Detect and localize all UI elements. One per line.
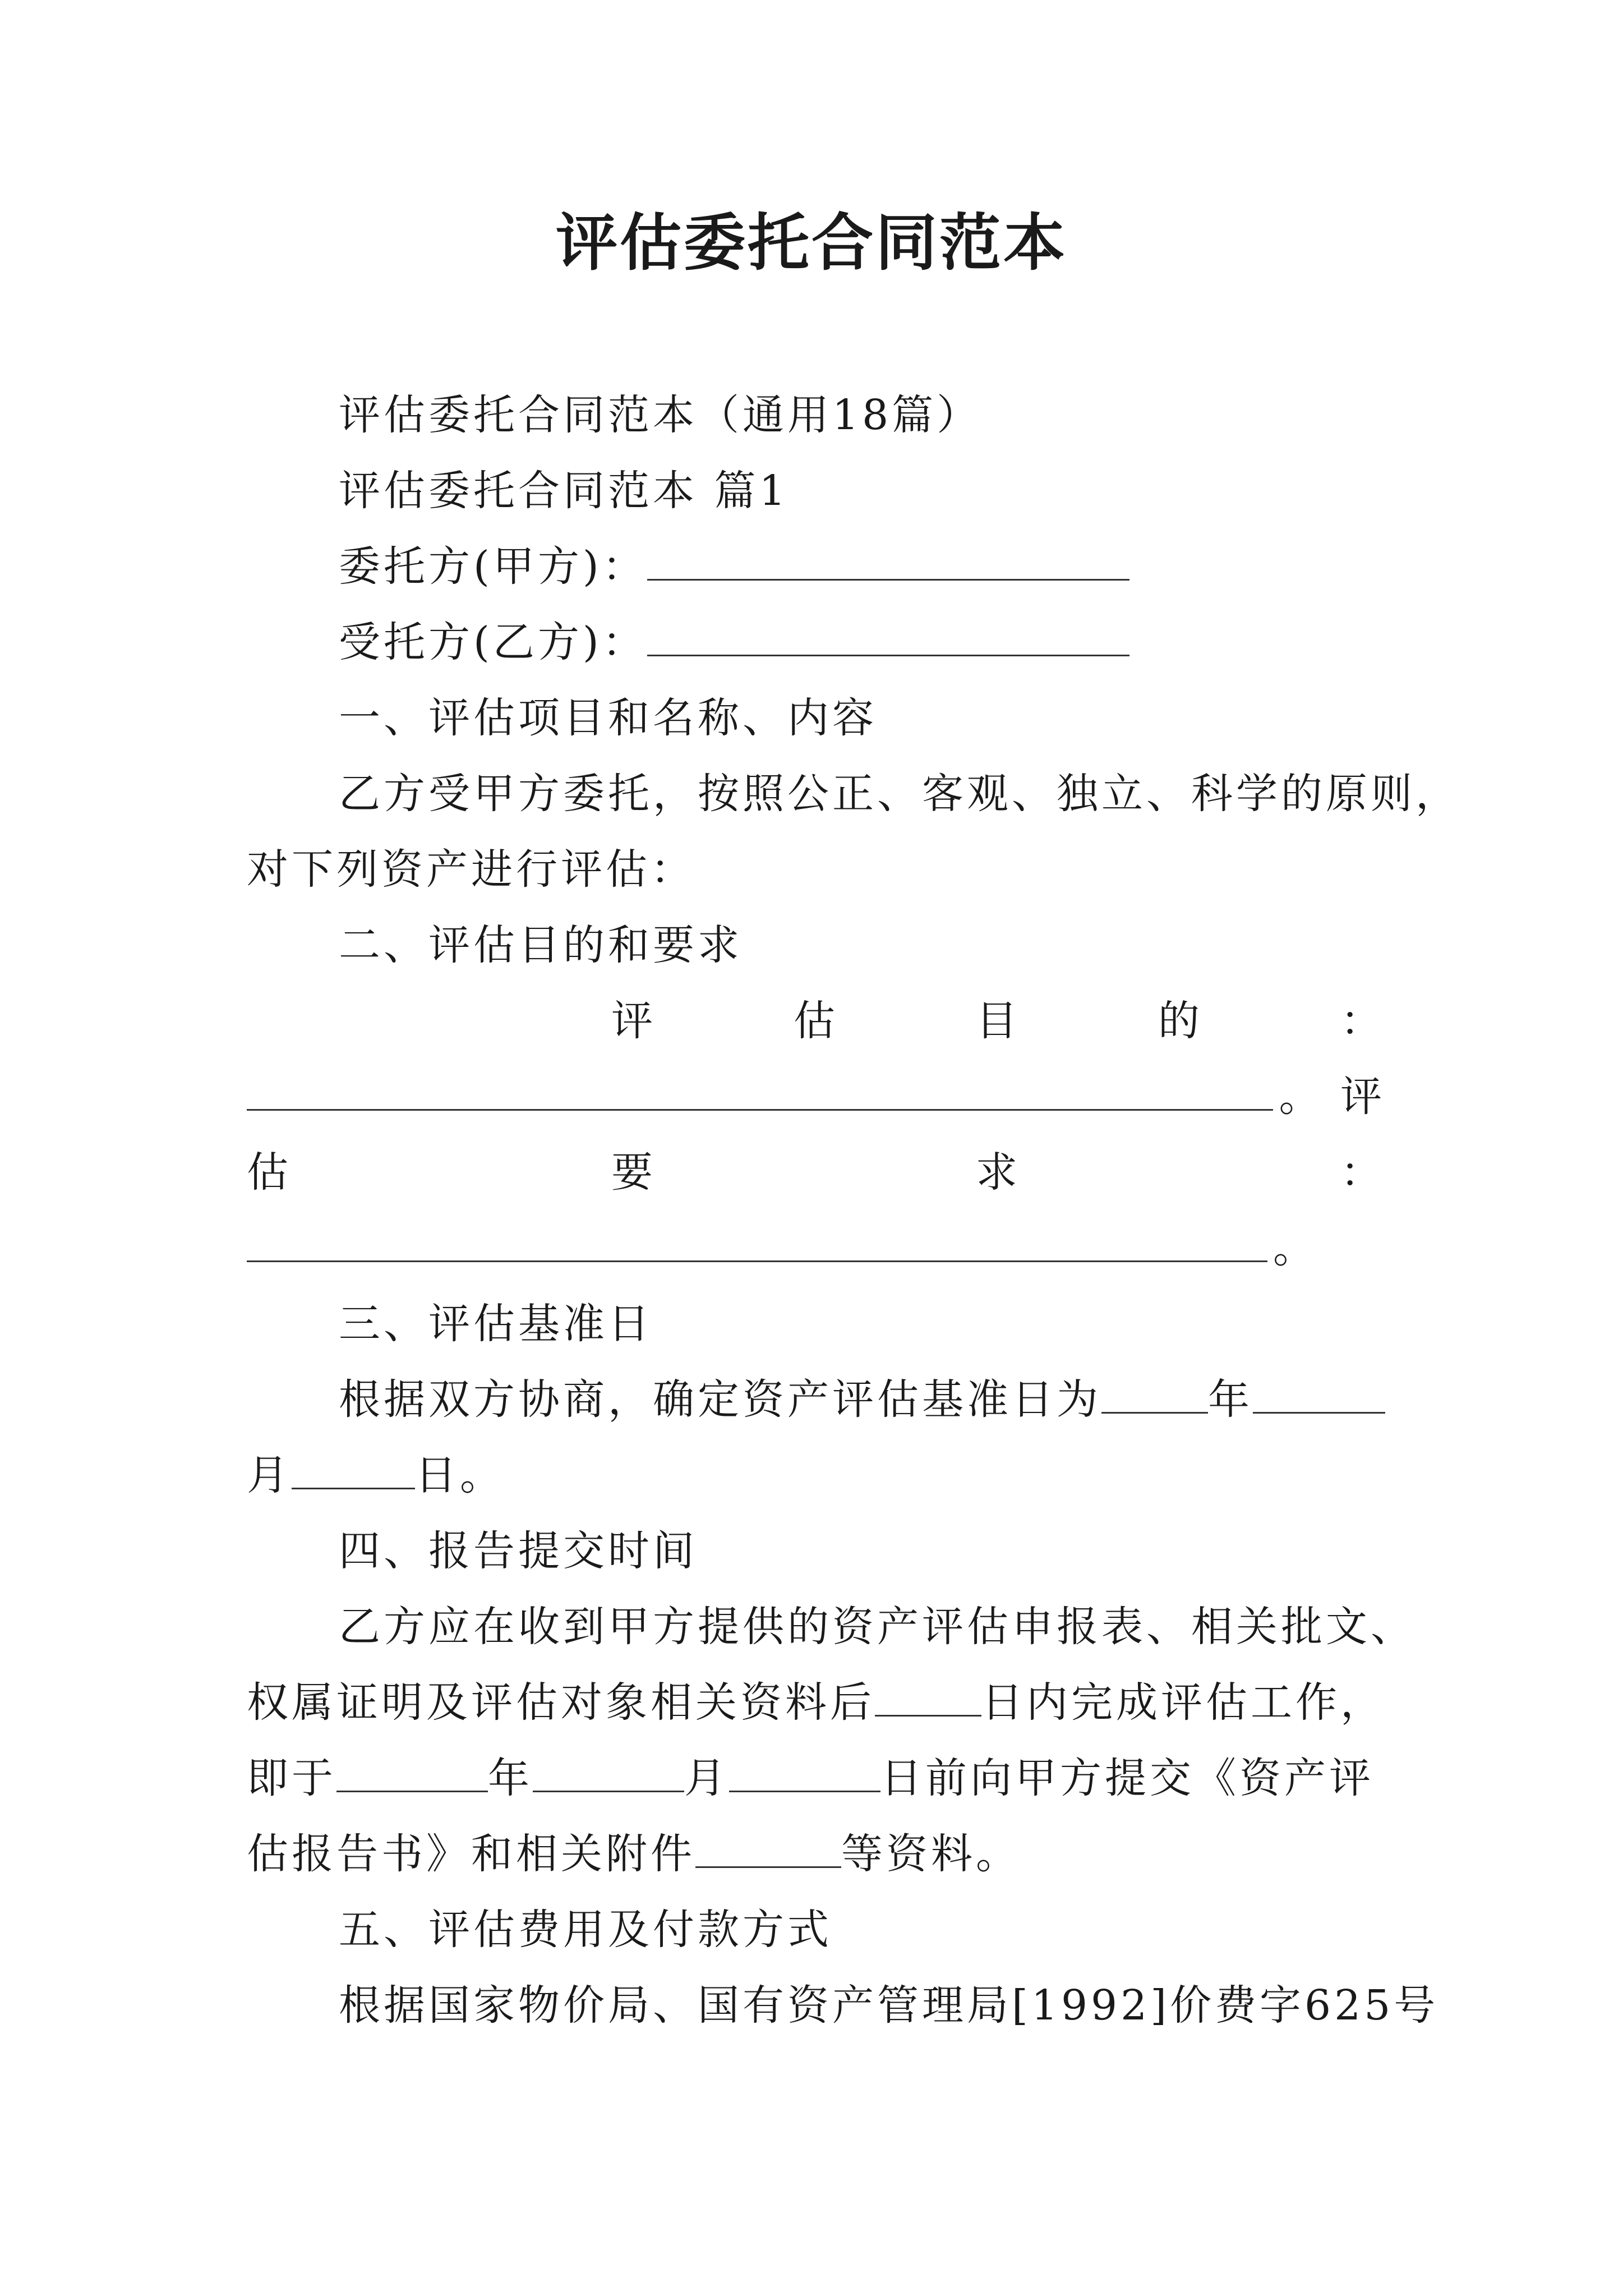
section-4-text: 日前向甲方提交《资产评	[880, 1754, 1374, 1802]
base-date-day-blank	[292, 1447, 415, 1489]
purpose-char: 评	[611, 997, 656, 1045]
section-3-text: 根据双方协商，确定资产评估基准日为	[339, 1375, 1101, 1424]
section-1-heading: 一、评估项目和名称、内容	[339, 694, 877, 742]
section-4-text-line-1: 乙方应在收到甲方提供的资产评估申报表、相关批文、	[339, 1603, 1415, 1651]
document-title: 评估委托合同范本	[556, 206, 1067, 279]
section-1-text-line-2: 对下列资产进行评估：	[247, 845, 695, 894]
party-b-label: 受托方(乙方)：	[339, 618, 647, 666]
base-date-year-blank	[1101, 1372, 1208, 1414]
section-3-heading: 三、评估基准日	[339, 1300, 653, 1348]
attachments-blank	[695, 1826, 841, 1868]
purpose-blank-row	[247, 1069, 1385, 1125]
requirement-char: ：	[1340, 1148, 1385, 1197]
month-label: 月	[684, 1754, 729, 1802]
days-blank	[875, 1674, 981, 1717]
submit-day-blank	[729, 1750, 880, 1792]
section-4-text: 日内完成评估工作，	[981, 1678, 1385, 1727]
requirement-label-row	[247, 1144, 1385, 1200]
purpose-char: 估	[794, 997, 838, 1045]
subtitle: 评估委托合同范本（通用18篇）	[339, 391, 982, 439]
party-a-label: 委托方(甲方)：	[339, 542, 647, 591]
section-1-text-line-1: 乙方受甲方委托，按照公正、客观、独立、科学的原则，	[339, 770, 1460, 818]
section-4-text: 等资料。	[841, 1830, 1021, 1878]
section-3-text-line-1	[247, 1372, 1385, 1428]
party-b-blank	[647, 614, 1129, 656]
submit-month-blank	[533, 1750, 684, 1792]
requirement-char: 要	[611, 1148, 656, 1197]
purpose-label-row	[247, 993, 1385, 1049]
section-5-text-line-1: 根据国家物价局、国有资产管理局[1992]价费字625号	[339, 1981, 1439, 2030]
party-b-row	[247, 614, 1385, 670]
section-4-text-line-3	[247, 1750, 1385, 1806]
section-4-text-line-2	[247, 1674, 1385, 1731]
party-a-blank	[647, 539, 1129, 581]
section-4-heading: 四、报告提交时间	[339, 1527, 698, 1575]
purpose-char: 的	[1158, 997, 1203, 1045]
section-5-heading: 五、评估费用及付款方式	[339, 1906, 832, 1954]
section-4-text-line-4	[247, 1826, 1385, 1882]
purpose-period: 。 评	[1279, 1073, 1385, 1121]
section-3-text-line-2	[247, 1447, 1385, 1503]
submit-year-blank	[336, 1750, 488, 1792]
requirement-period: 。	[1273, 1224, 1318, 1272]
year-label: 年	[488, 1754, 533, 1802]
section-4-text: 估报告书》和相关附件	[247, 1830, 695, 1878]
section-4-text: 即于	[247, 1754, 336, 1802]
day-label: 日。	[415, 1451, 505, 1499]
year-label: 年	[1208, 1375, 1253, 1424]
requirement-blank	[247, 1220, 1267, 1262]
requirement-blank-row	[247, 1220, 1385, 1276]
base-date-month-blank	[1253, 1372, 1385, 1414]
requirement-char: 求	[976, 1148, 1021, 1197]
section-4-text: 权属证明及评估对象相关资料后	[247, 1678, 875, 1727]
chapter-heading: 评估委托合同范本 篇1	[339, 467, 789, 515]
purpose-char: ：	[1340, 997, 1385, 1045]
party-a-row	[247, 539, 1385, 595]
purpose-char: 目	[976, 997, 1021, 1045]
purpose-blank	[247, 1069, 1273, 1111]
section-2-heading: 二、评估目的和要求	[339, 921, 743, 969]
requirement-char: 估	[247, 1148, 292, 1197]
month-label: 月	[247, 1451, 292, 1499]
